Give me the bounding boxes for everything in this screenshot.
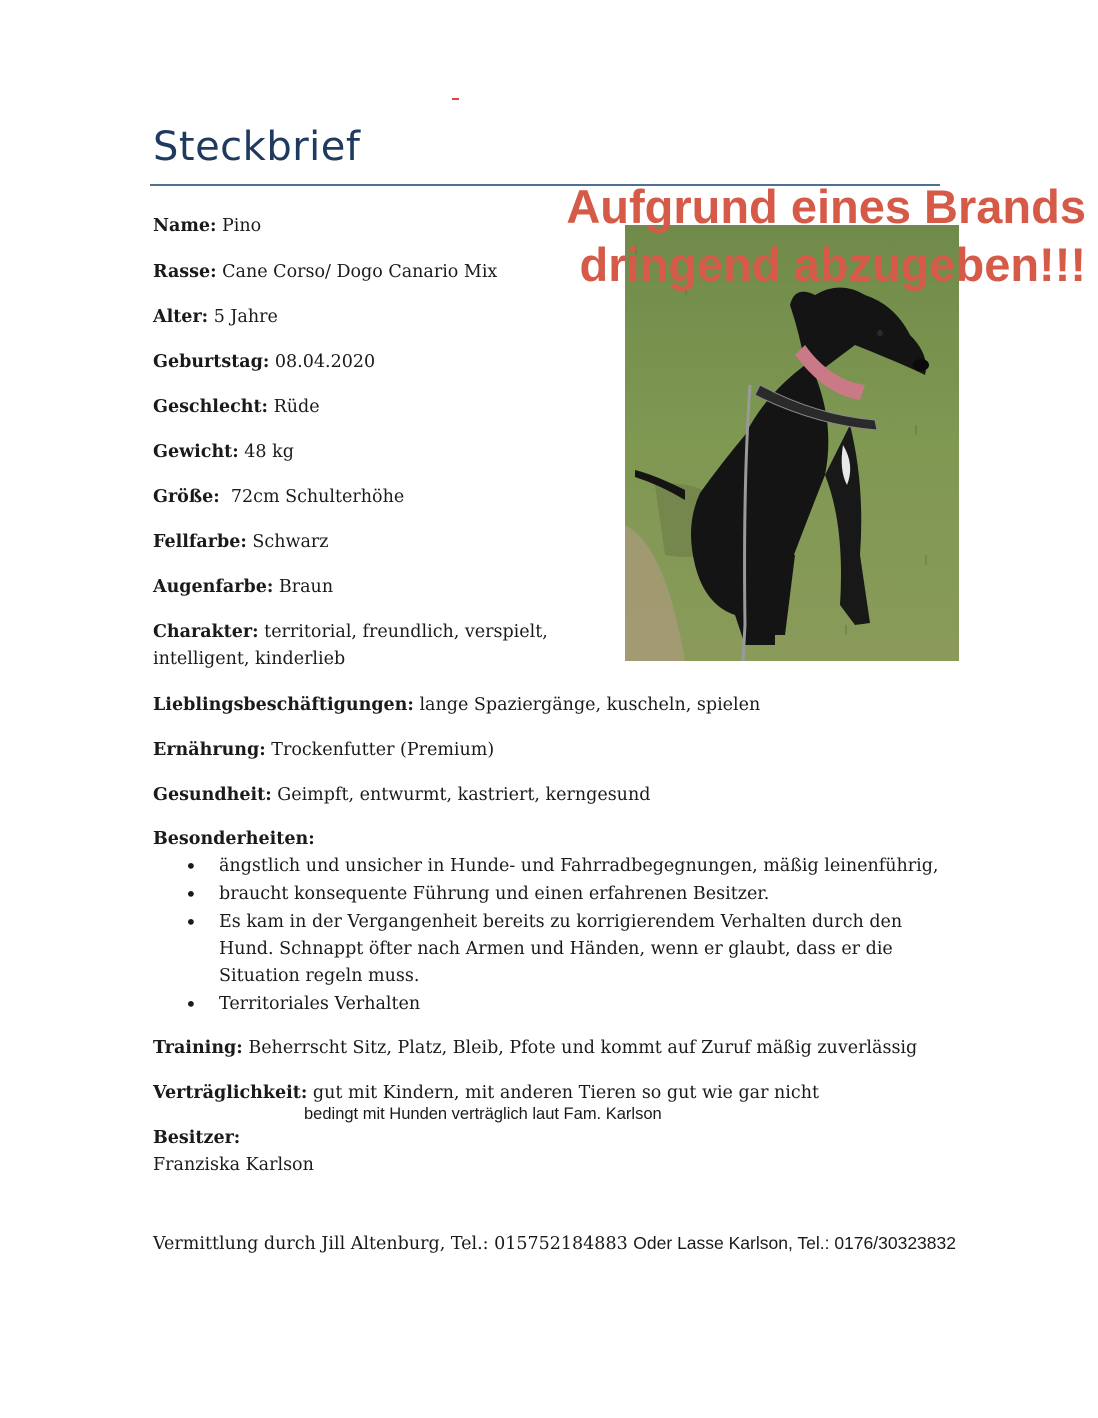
field-gewicht — [153, 439, 294, 466]
field-label: Geburtstag: — [153, 352, 270, 372]
field-label: Alter: — [153, 307, 209, 327]
field-label: Gesundheit: — [153, 785, 272, 805]
field-ernaehrung — [153, 737, 494, 764]
field-charakter — [153, 619, 573, 673]
field-value: gut mit Kindern, mit anderen Tieren so gut wie gar nicht — [312, 1083, 820, 1103]
field-training — [153, 1035, 917, 1062]
list-item: • Es kam in der Vergangenheit bereits zu korrigierendem Verhalten durch den Hund. Schnappt öfter nach Armen und Händen, wenn er glaubt, dass er die Situation regeln muss. — [153, 909, 953, 990]
field-value: territorial, freundlich, verspielt, intelligent, kinderlieb — [153, 622, 548, 669]
field-label: Besitzer: — [153, 1128, 241, 1148]
field-label: Rasse: — [153, 262, 217, 282]
field-name — [153, 213, 261, 240]
field-geburtstag — [153, 349, 375, 376]
urgent-overlay — [566, 178, 1086, 294]
field-label: Geschlecht: — [153, 397, 269, 417]
footer-contact — [153, 1233, 956, 1254]
field-value: Geimpft, entwurmt, kastriert, kerngesund — [277, 785, 651, 805]
field-rasse — [153, 259, 497, 286]
field-label: Charakter: — [153, 622, 259, 642]
field-value: lange Spaziergänge, kuscheln, spielen — [419, 695, 761, 715]
field-label: Augenfarbe: — [153, 577, 274, 597]
page-title: Steckbrief — [153, 124, 361, 170]
mark-speck — [452, 98, 459, 100]
overlay-line-1: Aufgrund eines Brands — [566, 180, 1086, 233]
field-value: Rüde — [273, 397, 320, 417]
footer-text: Vermittlung durch Jill Altenburg, Tel.: 015752184883 — [153, 1234, 628, 1254]
field-value: Cane Corso/ Dogo Canario Mix — [222, 262, 498, 282]
field-value: Schwarz — [252, 532, 329, 552]
field-groesse — [153, 484, 404, 511]
field-value: 5 Jahre — [213, 307, 278, 327]
field-label: Besonderheiten: — [153, 829, 315, 849]
besitzer-value: Franziska Karlson — [153, 1155, 314, 1175]
field-label: Gewicht: — [153, 442, 239, 462]
field-label: Lieblingsbeschäftigungen: — [153, 695, 414, 715]
field-value: Trockenfutter (Premium) — [271, 740, 495, 760]
field-label: Fellfarbe: — [153, 532, 247, 552]
vertraeglichkeit-note: bedingt mit Hunden verträglich laut Fam. Karlson — [304, 1105, 662, 1123]
field-vertraeglichkeit — [153, 1080, 819, 1107]
field-label: Training: — [153, 1038, 243, 1058]
field-label: Verträglichkeit: — [153, 1083, 308, 1103]
field-value: 48 kg — [244, 442, 294, 462]
field-besonderheiten — [153, 826, 953, 1019]
field-value: 08.04.2020 — [274, 352, 376, 372]
field-geschlecht — [153, 394, 320, 421]
field-besitzer — [153, 1125, 240, 1152]
list-item: • ängstlich und unsicher in Hunde- und Fahrradbegegnungen, mäßig leinenführig, — [153, 853, 953, 880]
field-label: Name: — [153, 216, 217, 236]
field-lieblingsbeschaeftigungen — [153, 692, 760, 719]
field-label: Ernährung: — [153, 740, 266, 760]
overlay-line-2: dringend abzugeben!!! — [579, 238, 1086, 291]
list-item: • braucht konsequente Führung und einen erfahrenen Besitzer. — [153, 881, 953, 908]
besonderheiten-list — [153, 853, 953, 1018]
field-fellfarbe — [153, 529, 328, 556]
field-label: Größe: — [153, 487, 220, 507]
field-value: 72cm Schulterhöhe — [230, 487, 405, 507]
field-value: Braun — [278, 577, 334, 597]
field-value: Pino — [222, 216, 262, 236]
field-gesundheit — [153, 782, 650, 809]
field-value: Beherrscht Sitz, Platz, Bleib, Pfote und kommt auf Zuruf mäßig zuverlässig — [248, 1038, 918, 1058]
field-augenfarbe — [153, 574, 333, 601]
field-alter — [153, 304, 278, 331]
footer-extra: Oder Lasse Karlson, Tel.: 0176/30323832 — [633, 1233, 956, 1253]
list-item: • Territoriales Verhalten — [153, 991, 953, 1018]
